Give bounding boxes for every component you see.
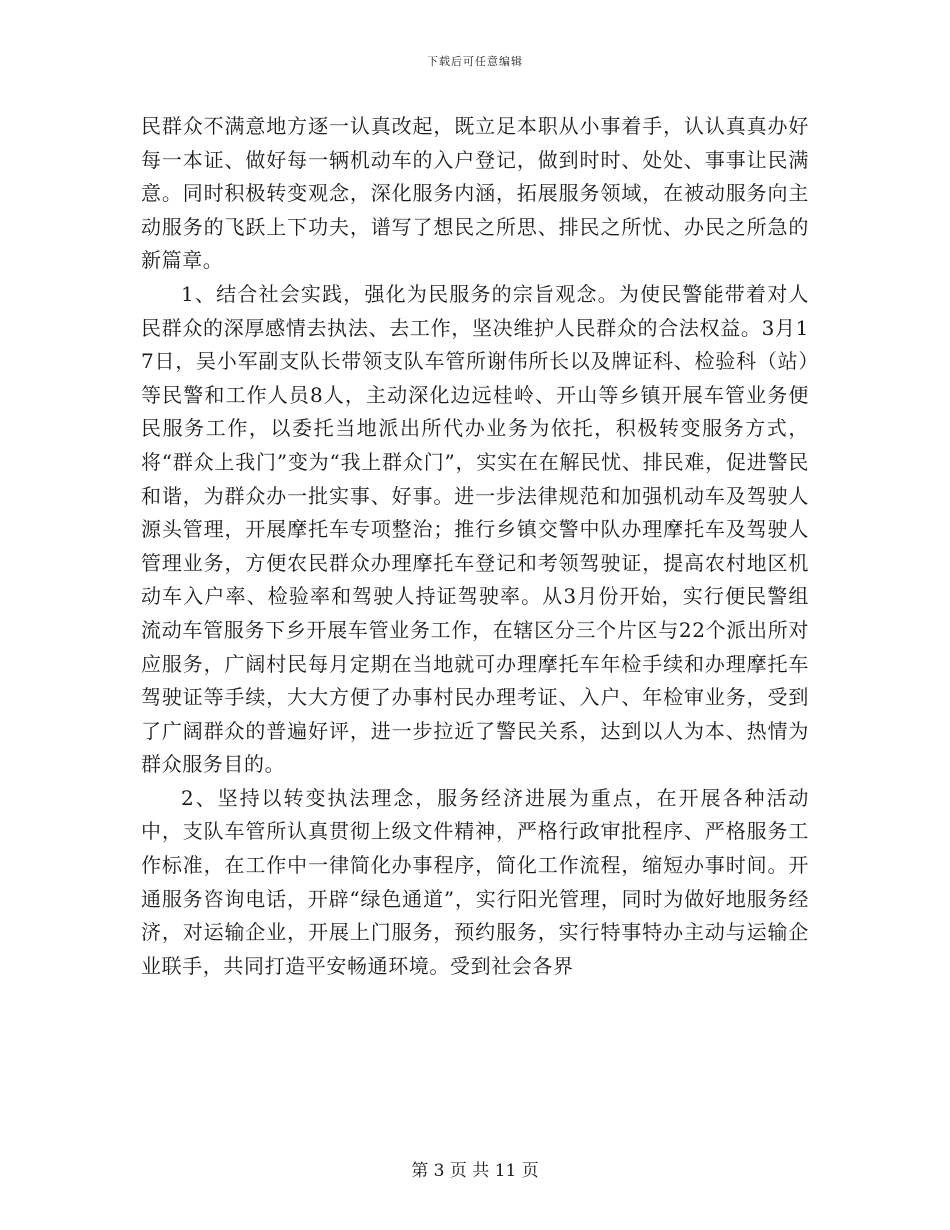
paragraph-item-1: 1、结合社会实践，强化为民服务的宗旨观念。为使民警能带着对人民群众的深厚感情去执法、去工作，坚决维护人民群众的合法权益。3月17日，吴小军副支队长带领支队车管所谢伟所长以及牌证科、检验科（站）等民警和工作人员8人，主动深化边远桂岭、开山等乡镇开展车管业务便民服务工作，以委托当地派出所代办业务为依托，积极转变服务方式，将“群众上我门”变为“我上群众门”，实实在在解民忧、排民难，促进警民和谐，为群众办一批实事、好事。进一步法律规范和加强机动车及驾驶人源头管理，开展摩托车专项整治；推行乡镇交警中队办理摩托车及驾驶人管理业务，方便农民群众办理摩托车登记和考领驾驶证，提高农村地区机动车入户率、检验率和驾驶人持证驾驶率。从3月份开始，实行便民警组流动车管服务下乡开展车管业务工作，在辖区分三个片区与22个派出所对应服务，广阔村民每月定期在当地就可办理摩托车年检手续和办理摩托车驾驶证等手续，大大方便了办事村民办理考证、入户、年检审业务，受到了广阔群众的普遍好评，进一步拉近了警民关系，达到以人为本、热情为群众服务目的。 [141,281,809,777]
document-body [141,110,809,983]
page-header: 下载后可任意编辑 [427,55,523,68]
paragraph-continuation: 民群众不满意地方逐一认真改起，既立足本职从小事着手，认认真真办好每一本证、做好每一辆机动车的入户登记，做到时时、处处、事事让民满意。同时积极转变观念，深化服务内涵，拓展服务领域，在被动服务向主动服务的飞跃上下功夫，谱写了想民之所思、排民之所忧、办民之所急的新篇章。 [141,114,809,273]
paragraph-item-2: 2、坚持以转变执法理念，服务经济进展为重点，在开展各种活动中，支队车管所认真贯彻上级文件精神，严格行政审批程序、严格服务工作标准，在工作中一律简化办事程序，简化工作流程，缩短办事时间。开通服务咨询电话，开辟“绿色通道”，实行阳光管理，同时为做好地服务经济，对运输企业，开展上门服务，预约服务，实行特事特办主动与运输企业联手，共同打造平安畅通环境。受到社会各界 [141,785,809,978]
page-number-footer: 第 3 页 共 11 页 [411,1161,539,1181]
